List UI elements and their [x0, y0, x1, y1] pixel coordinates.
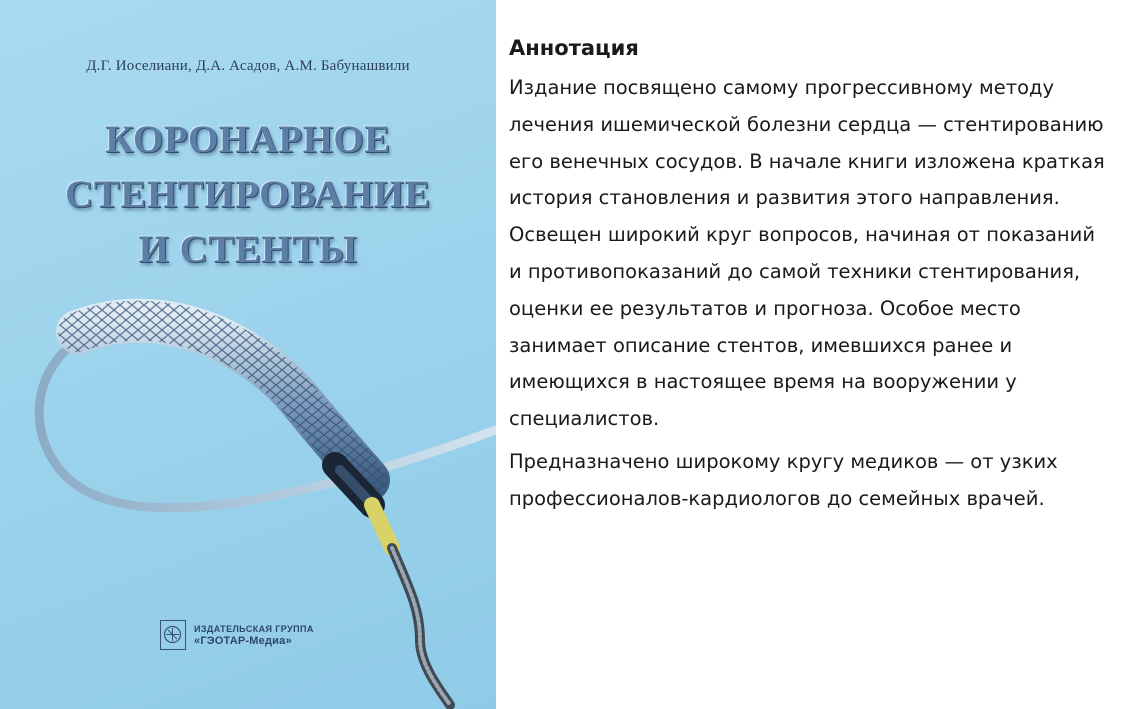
publisher-logo-icon — [160, 620, 186, 650]
cover-title-line-1: КОРОНАРНОЕ — [105, 118, 391, 161]
annotation-panel — [509, 26, 1109, 524]
publisher-block — [160, 620, 314, 650]
cover-title-line-2: СТЕНТИРОВАНИЕ — [65, 173, 431, 216]
book-cover — [0, 0, 496, 709]
annotation-paragraph-1: Издание посвящено самому прогрессивному методу лечения ишемической болезни сердца — стентированию его венечных сосудов. В начале книги изложена краткая история становления и развития этого направления. Освещен широкий круг вопросов, начиная от показаний и противопоказаний до самой техники стентирования, оценки ее результатов и прогноза. Особое место занимает описание стентов, имевшихся ранее и имеющихся в настоящее время на вооружении у специалистов. — [509, 76, 1105, 431]
cover-title-line-3: И СТЕНТЫ — [138, 228, 358, 271]
annotation-paragraph-2: Предназначено широкому кругу медиков — от узких профессионалов-кардиологов до семейных врачей. — [509, 449, 1058, 510]
stent-catheter-illustration — [0, 0, 496, 709]
publisher-line-2: «ГЭОТАР-Медиа» — [194, 635, 292, 647]
annotation-heading: Аннотация — [509, 36, 639, 60]
cover-authors: Д.Г. Иоселиани, Д.А. Асадов, А.М. Бабунашвили — [86, 58, 410, 74]
publisher-line-1: ИЗДАТЕЛЬСКАЯ ГРУППА — [194, 624, 314, 634]
